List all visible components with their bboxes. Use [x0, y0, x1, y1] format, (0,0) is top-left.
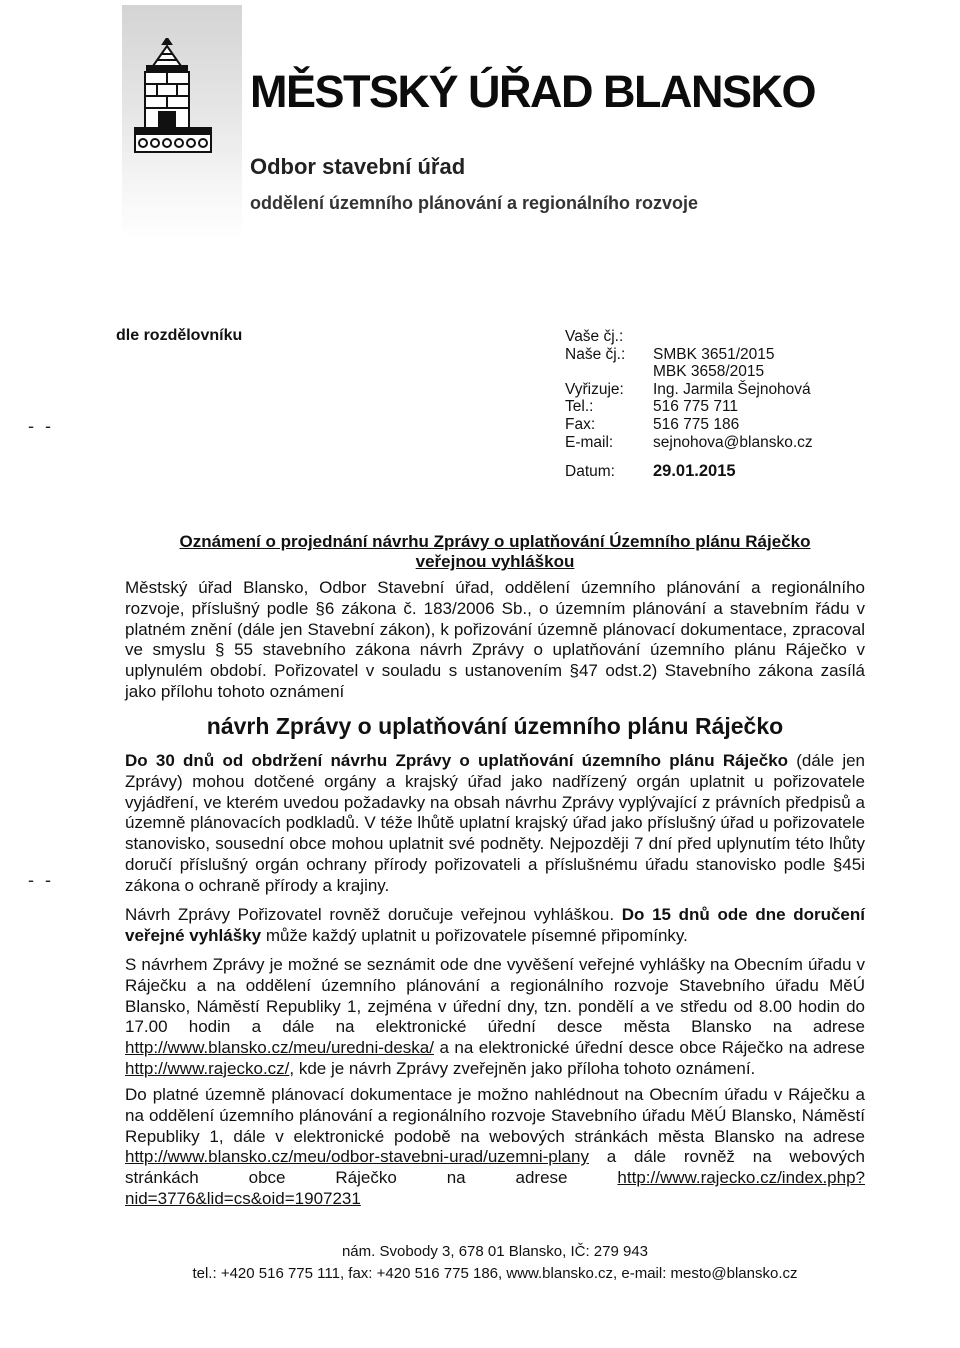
- paragraph-text: Návrh Zprávy Pořizovatel rovněž doručuje veřejnou vyhláškou.: [125, 905, 622, 924]
- ref-row-email: [565, 434, 813, 452]
- recipient: dle rozdělovníku: [116, 327, 243, 344]
- org-title: MĚSTSKÝ ÚŘAD BLANSKO: [250, 66, 816, 117]
- ref-label: Vaše čj.:: [565, 328, 624, 345]
- ref-value: 516 775 186: [653, 415, 740, 433]
- ref-label: Fax:: [565, 415, 596, 433]
- ref-row-nase: [565, 346, 813, 364]
- ref-value: SMBK 3651/2015: [653, 345, 775, 363]
- document-title-line2: veřejnou vyhláškou: [415, 552, 575, 571]
- paragraph-text: (dále jen Zprávy) mohou dotčené orgány a krajský úřad jako nadřízený orgán uplatnit u pořizovatele vyjádření, ve kterém uvedou požadavky na obsah návrhu Zprávy vyplývající z právních předpisů a územně plánovacích podkladů. V téže lhůtě uplatní krajský úřad jako příslušný úřad u pořizovatele stanovisko, sousední obce mohou uplatnit své podněty. Nejpozději 7 dní před uplynutím této lhůty doručí příslušný orgán ochrany přírody pořizovateli a příslušnému úřadu stanovisko podle §45i zákona o ochraně přírody a krajiny.: [125, 751, 865, 895]
- ref-row-fax: [565, 416, 813, 434]
- paragraph-text: S návrhem Zprávy je možné se seznámit ode dne vyvěšení veřejné vyhlášky na Obecním úřadu v Ráječku a na oddělení územního plánování a regionálního rozvoje Stavebního úřadu MěÚ Blansko, Náměstí Republiky 1, zejména v úřední dny, tzn. pondělí a ve středu od 8.00 hodin do 17.00 hodin a dále na elektronické úřední desce města Blansko na adrese: [125, 955, 865, 1037]
- ref-label: Tel.:: [565, 398, 594, 416]
- bold-text: Do 30 dnů od obdržení návrhu Zprávy o uplatňování územního plánu Ráječko: [125, 751, 789, 770]
- department-name: Odbor stavební úřad: [250, 154, 466, 179]
- ref-row-vyrizuje: [565, 381, 813, 399]
- ref-value: Ing. Jarmila Šejnohová: [653, 380, 811, 398]
- ref-value: 516 775 711: [653, 398, 739, 416]
- ref-value: sejnohova@blansko.cz: [653, 433, 813, 451]
- ref-row-vase: [565, 328, 813, 346]
- margin-mark-top: - -: [28, 416, 54, 436]
- paragraph-documentation: [125, 1085, 865, 1210]
- document-title-line1: Oznámení o projednání návrhu Zprávy o uplatňování Územního plánu Ráječko: [179, 532, 811, 551]
- link-blansko-uredni-deska[interactable]: http://www.blansko.cz/meu/uredni-deska/: [125, 1038, 434, 1058]
- ref-row-tel: [565, 398, 813, 416]
- city-tower-logo: [133, 38, 213, 156]
- footer-contacts: tel.: +420 516 775 111, fax: +420 516 775 186, www.blansko.cz, e-mail: mesto@blansko.cz: [192, 1265, 798, 1282]
- paragraph-text: může každý uplatnit u pořizovatele písemné připomínky.: [261, 925, 688, 945]
- reference-block: [565, 328, 813, 481]
- paragraph-text: Do platné územně plánovací dokumentace je možno nahlédnout na Obecním úřadu v Ráječku a na oddělení územního plánování a regionálního rozvoje Stavebního úřadu MěÚ Blansko, Náměstí Republiky 1, dále v elektronické podobě na webových stránkách města Blansko na adrese: [125, 1085, 865, 1146]
- paragraph-intro: Městský úřad Blansko, Odbor Stavební úřad, oddělení územního plánování a regionálního rozvoje, příslušný podle §6 zákona č. 183/2006 Sb., o územním plánování a stavebním řádu v platném znění (dále jen Stavební zákon), k pořizování územně plánovací dokumentace, zpracoval ve smyslu § 55 stavebního zákona návrh Zprávy o uplatňování územního plánu Ráječko v uplynulém období. Pořizovatel v souladu s ustanovením §47 odst.2) Stavebního zákona zasílá jako přílohu tohoto oznámení: [125, 578, 865, 701]
- subject-title: návrh Zprávy o uplatňování územního plánu Ráječko: [206, 713, 784, 739]
- link-rajecko[interactable]: http://www.rajecko.cz/: [125, 1058, 290, 1078]
- margin-mark-middle: - -: [28, 870, 54, 890]
- subdepartment-name: oddělení územního plánování a regionálního rozvoje: [250, 193, 699, 213]
- document-title: [125, 532, 865, 572]
- ref-label: Vyřizuje:: [565, 380, 624, 398]
- paragraph-text: , kde je návrh Zprávy zveřejněn jako příloha tohoto oznámení.: [289, 1058, 756, 1078]
- bold-text: Do 15 dnů ode dne doručení veřejné vyhlášky: [125, 905, 865, 945]
- ref-label: Naše čj.:: [565, 345, 626, 363]
- ref-row-nase-2: [565, 363, 813, 381]
- ref-label: Datum:: [565, 463, 615, 481]
- paragraph-deadline-30: [125, 751, 865, 897]
- link-rajecko-index[interactable]: http://www.rajecko.cz/index.php?nid=3776&lid=cs&oid=1907231: [125, 1168, 865, 1208]
- paragraph-text: a na elektronické úřední desce obce Ráječko na adrese: [433, 1038, 865, 1058]
- paragraph-deadline-15: [125, 905, 865, 947]
- paragraph-text: a dále rovněž na webových stránkách obce Ráječko na adrese: [125, 1147, 865, 1188]
- ref-row-datum: [565, 463, 813, 481]
- ref-value: MBK 3658/2015: [653, 363, 765, 381]
- ref-value: 29.01.2015: [653, 462, 736, 481]
- link-blansko-uzemni-plany[interactable]: http://www.blansko.cz/meu/odbor-stavebni-urad/uzemni-plany: [125, 1147, 589, 1167]
- paragraph-availability: [125, 955, 865, 1080]
- ref-label: E-mail:: [565, 433, 614, 451]
- footer-address: nám. Svobody 3, 678 01 Blansko, IČ: 279 943: [341, 1243, 649, 1260]
